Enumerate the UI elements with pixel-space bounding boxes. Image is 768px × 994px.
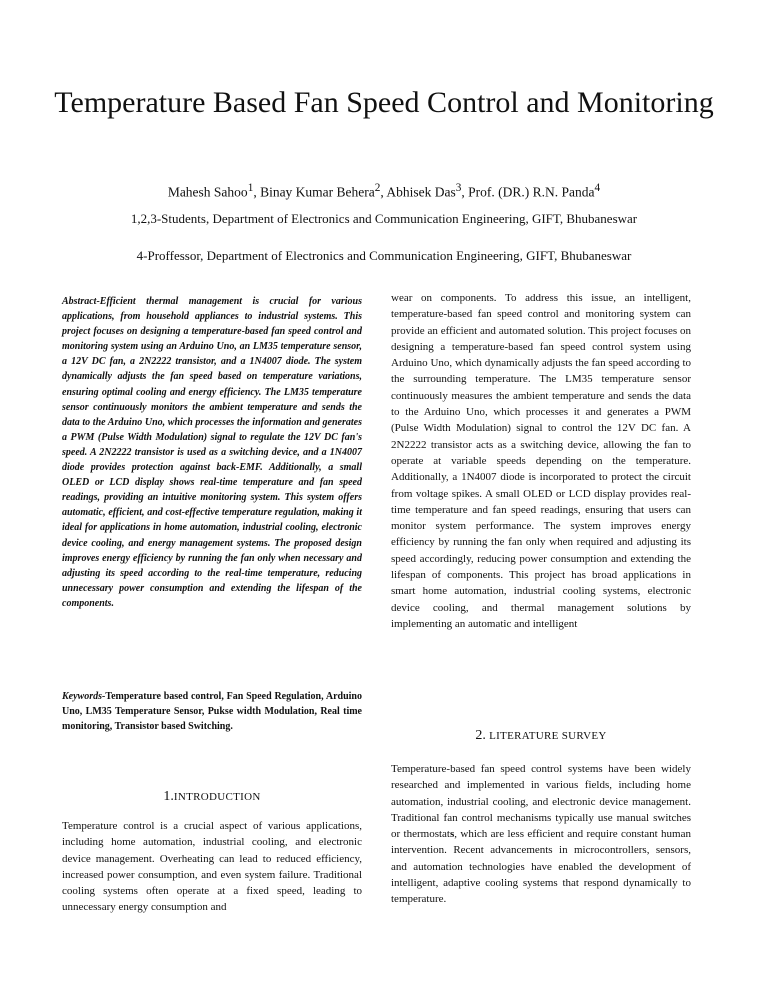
literature-text-bold: . Traditional fan control mechanisms typically use manual switches or thermostat <box>391 795 691 841</box>
author-sup: 1 <box>247 182 254 194</box>
abstract-text: Efficient thermal management is crucial for various applications, from household appliances to industrial systems. This project focuses on designing a temperature-based fan speed control and monitoring system using an Arduino Uno, an LM35 temperature sensor, a 12V DC fan, a 2N2222 transistor, and a 1N4007 diode. The system dynamically adjusts the fan speed based on temperature variations, ensuring optimal cooling and energy efficiency. The LM35 temperature sensor continuously monitors the ambient temperature and sends the data to the Arduino Uno, which processes the information and generates a PWM (Pulse Width Modulation) signal to regulate the 12V DC fan's speed. A 2N2222 transistor is used as a switching device, and a 1N4007 diode provides protection against back-EMF. Additionally, a small OLED or LCD display shows real-time temperature and fan speed readings, providing an intuitive monitoring system. This system offers automatic, efficient, and cost-effective temperature regulation, making it ideal for applications in home automation, industrial cooling, electronic device cooling, and energy management systems. The proposed design improves energy efficiency by running the fan only when necessary and adjusting its speed according to the real-time temperature, reducing unnecessary power consumption and extending the lifespan of the components. <box>62 296 362 609</box>
paper-title: Temperature Based Fan Speed Control and Monitoring <box>54 86 714 119</box>
author-sup: 4 <box>594 182 601 194</box>
introduction-paragraph: Temperature control is a crucial aspect of various applications, including home automation, industrial cooling, and electronic device management. Overheating can lead to reduced efficiency, increased power consumption, and even system failure. Traditional cooling systems often operate at a fixed speed, leading to unnecessary energy consumption and <box>62 820 362 914</box>
author-sup: 2 <box>374 182 381 194</box>
affiliation-professor: 4-Proffessor, Department of Electronics and Communication Engineering, GIFT, Bhubaneswar <box>136 248 632 263</box>
section-heading-introduction <box>62 788 362 805</box>
literature-paragraph <box>391 761 691 908</box>
literature-text: Temperature-based fan speed control systems have been widely researched and implemented in various fields, including home automation, industrial cooling, and electronic device management <box>391 763 691 808</box>
author-name: Mahesh Sahoo <box>167 184 248 200</box>
keywords-text: Temperature based control, Fan Speed Regulation, Arduino Uno, LM35 Temperature Sensor, Pukse width Modulation, Real time monitoring, Transistor based Switching. <box>62 691 362 733</box>
author-sup: 3 <box>455 182 462 194</box>
section-title: LITERATURE SURVEY <box>489 730 607 742</box>
introduction-continued-paragraph: wear on components. To address this issue, an intelligent, temperature-based fan speed control and monitoring system can provide an efficient and automated solution. This project focuses on designing a temperature-based fan speed control system using Arduino Uno, which dynamically adjusts the fan speed according to the surrounding temperature. The LM35 temperature sensor continuously measures the ambient temperature and sends the data to the Arduino Uno, which processes it and generates a PWM (Pulse Width Modulation) signal to control the 12V DC fan. A 2N2222 transistor acts as a switching device, allowing the fan to operate at variable speeds depending on the temperature. Additionally, a 1N4007 diode is incorporated to protect the circuit from voltage spikes. A small OLED or LCD display provides real-time temperature and fan speed readings, ensuring that users can monitor system performance. The system improves energy efficiency by running the fan only when required and adjusting its speed accordingly, reducing power consumption and extending the lifespan of components. This project has broad applications in smart home automation, industrial cooling systems, electronic device cooling, and thermal management solutions by implementing an automatic and intelligent <box>391 292 691 630</box>
author-name: Binay Kumar Behera <box>260 184 375 200</box>
section-heading-literature-survey <box>391 727 691 744</box>
keywords <box>62 689 362 734</box>
author-name: Abhisek Das <box>386 184 456 200</box>
literature-text-bold-s: s <box>449 828 455 841</box>
literature-text-rest: , which are less efficient and require constant human intervention. Recent advancements in microcontrollers, sensors, and automation technologies have enabled the development of intelligent, adaptive cooling systems that respond dynamically to temperature. <box>391 828 691 906</box>
section-number: 2. <box>475 728 486 743</box>
author-list: Mahesh Sahoo$^1$, Binay Kumar Behera$^2$, Abhisek Das$^3$, Prof. (DR.) R.N. Panda$^4$ <box>167 182 601 200</box>
affiliation-students: 1,2,3-Students, Department of Electronics and Communication Engineering, GIFT, Bhubaneswar <box>130 211 638 226</box>
section-title: INTRODUCTION <box>173 791 261 803</box>
section-number: 1. <box>163 789 174 804</box>
keywords-label: Keywords- <box>62 691 106 702</box>
abstract-label: Abstract- <box>62 296 100 307</box>
abstract <box>62 294 362 611</box>
left-column <box>62 294 362 611</box>
author-name: Prof. (DR.) R.N. Panda <box>468 184 595 200</box>
